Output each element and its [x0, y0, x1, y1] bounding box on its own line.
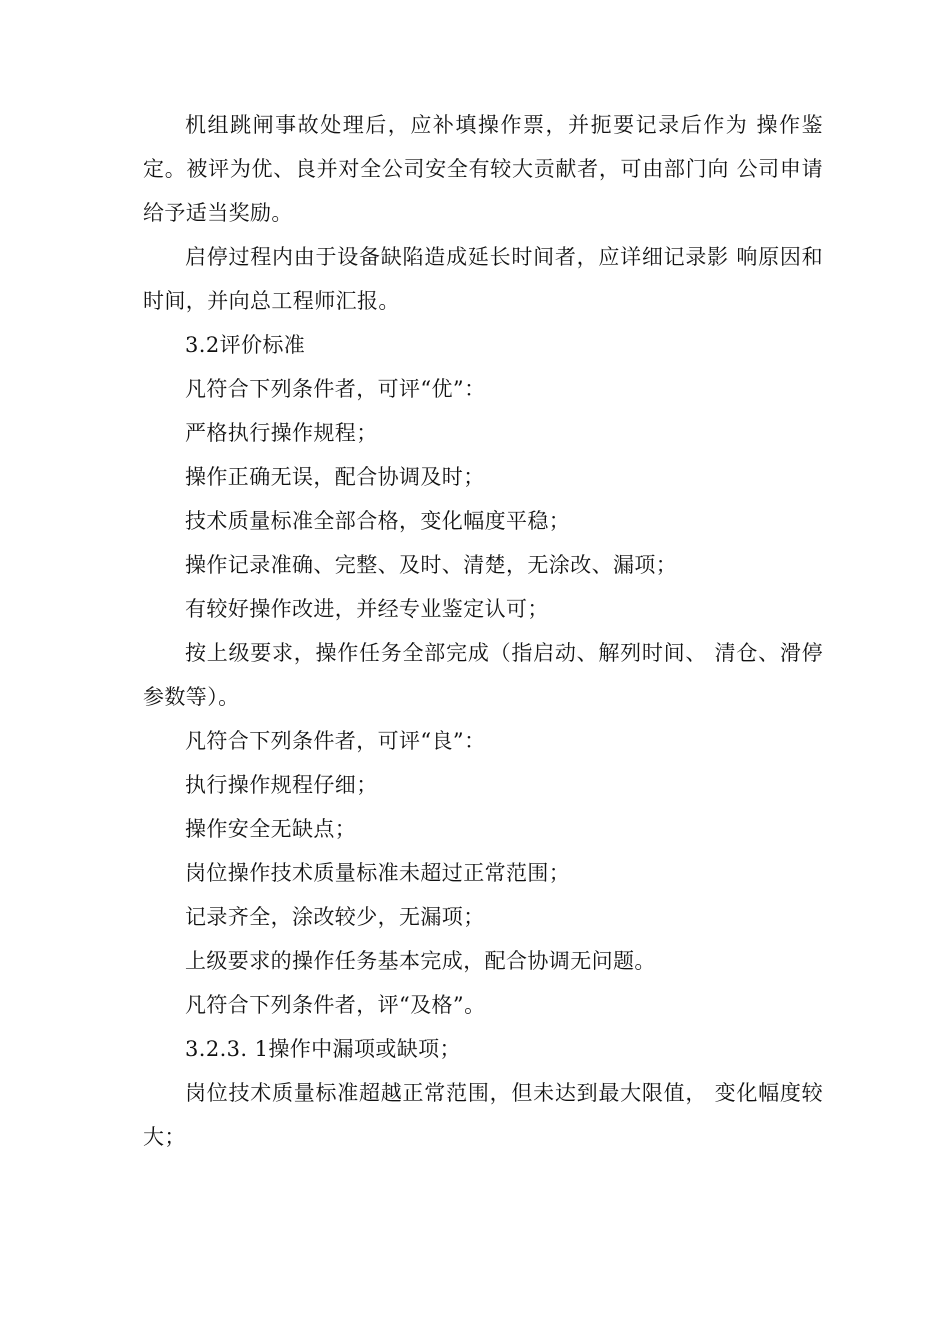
paragraph-trip-handling: 机组跳闸事故处理后，应补填操作票，并扼要记录后作为 操作鉴定。被评为优、良并对全公司安全有较大贡献者，可由部门向 公司申请给予适当奖励。	[143, 113, 823, 225]
criterion-item: 按上级要求，操作任务全部完成（指启动、解列时间、 清仓、滑停参数等）。	[143, 641, 823, 709]
criterion-item: 3.2.3. 1操作中漏项或缺项；	[185, 1037, 461, 1061]
paragraph-pass-intro: 凡符合下列条件者，评“及格”。	[185, 993, 486, 1017]
paragraph-excellent-intro: 凡符合下列条件者，可评“优”：	[185, 377, 486, 401]
criterion-item: 上级要求的操作任务基本完成，配合协调无问题。	[185, 949, 656, 973]
criterion-item: 操作记录准确、完整、及时、清楚，无涂改、漏项；	[185, 553, 678, 577]
criterion-item: 严格执行操作规程；	[185, 421, 378, 445]
paragraph-startup-delay: 启停过程内由于设备缺陷造成延长时间者，应详细记录影 响原因和时间，并向总工程师汇报。	[143, 245, 823, 313]
criterion-item: 记录齐全，涂改较少，无漏项；	[185, 905, 485, 929]
criterion-item: 有较好操作改进，并经专业鉴定认可；	[185, 597, 549, 621]
criterion-item: 操作安全无缺点；	[185, 817, 357, 841]
criterion-item: 技术质量标准全部合格，变化幅度平稳；	[185, 509, 571, 533]
paragraph-good-intro: 凡符合下列条件者，可评“良”：	[185, 729, 486, 753]
criterion-item: 执行操作规程仔细；	[185, 773, 378, 797]
document-body	[143, 103, 823, 1159]
section-heading-evaluation-criteria: 3.2评价标准	[185, 333, 306, 357]
criterion-item: 操作正确无误，配合协调及时；	[185, 465, 485, 489]
criterion-item: 岗位技术质量标准超越正常范围，但未达到最大限值， 变化幅度较大；	[143, 1081, 823, 1149]
criterion-item: 岗位操作技术质量标准未超过正常范围；	[185, 861, 571, 885]
